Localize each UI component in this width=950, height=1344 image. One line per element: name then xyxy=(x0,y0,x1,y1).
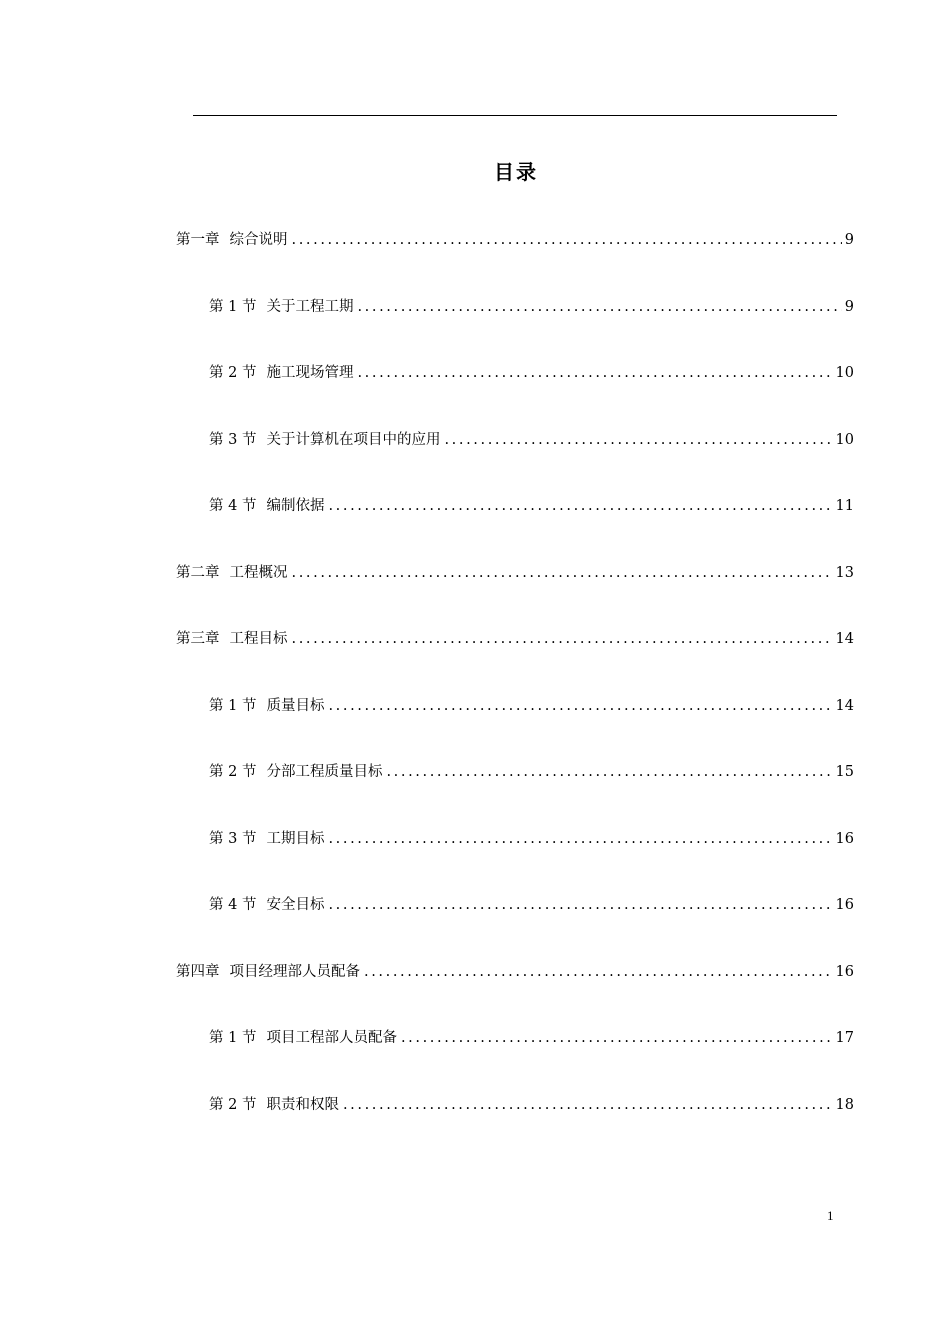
toc-entry-number: 第二章 xyxy=(176,565,220,581)
toc-entry-number: 第 1 节 xyxy=(209,698,257,714)
toc-entry-number: 第 2 节 xyxy=(209,764,257,780)
toc-entry-number: 第四章 xyxy=(176,964,220,980)
toc-entry-page: 10 xyxy=(835,365,854,381)
toc-entry-title: 关于计算机在项目中的应用 xyxy=(266,432,441,448)
toc-entry-label xyxy=(209,297,353,317)
toc-entry-label xyxy=(176,629,288,649)
toc-entry[interactable] xyxy=(209,297,854,317)
toc-entry[interactable] xyxy=(176,962,854,982)
toc-entry-page: 15 xyxy=(835,764,854,780)
dot-leader xyxy=(444,430,832,450)
toc-entry-label xyxy=(209,363,353,383)
toc-entry-number: 第三章 xyxy=(176,631,220,647)
toc-entry[interactable] xyxy=(176,230,854,250)
dot-leader xyxy=(328,496,832,516)
dot-leader xyxy=(328,895,832,915)
page-title: 目录 xyxy=(494,160,538,184)
toc-entry-title: 分部工程质量目标 xyxy=(266,764,383,780)
toc-entry-page: 14 xyxy=(835,698,854,714)
toc-entry[interactable] xyxy=(209,829,854,849)
dot-leader xyxy=(401,1028,833,1048)
toc-entry[interactable] xyxy=(209,1028,854,1048)
toc-entry-number: 第一章 xyxy=(176,232,220,248)
toc-entry-label xyxy=(176,962,360,982)
toc-entry[interactable] xyxy=(209,496,854,516)
toc-entry-title: 工程概况 xyxy=(229,565,288,581)
toc-entry[interactable] xyxy=(209,696,854,716)
toc-entry-label xyxy=(176,230,288,250)
toc-entry-label xyxy=(209,1095,339,1115)
toc-entry-label xyxy=(209,1028,397,1048)
toc-entry-page: 13 xyxy=(835,565,854,581)
toc-entry-title: 关于工程工期 xyxy=(266,299,354,315)
toc-entry-title: 工期目标 xyxy=(266,831,325,847)
toc-entry[interactable] xyxy=(176,563,854,583)
page-number: 1 xyxy=(827,1208,834,1223)
toc-entry-label xyxy=(209,829,324,849)
toc-entry-label xyxy=(209,762,382,782)
toc-entry-label xyxy=(209,895,324,915)
toc-entry-number: 第 1 节 xyxy=(209,299,257,315)
toc-entry-title: 编制依据 xyxy=(266,498,325,514)
dot-leader xyxy=(357,297,841,317)
dot-leader xyxy=(328,829,832,849)
dot-leader xyxy=(292,230,842,250)
toc-entry-label xyxy=(176,563,288,583)
toc-entry-page: 9 xyxy=(844,232,854,248)
toc-entry-page: 10 xyxy=(835,432,854,448)
toc-entry-page: 16 xyxy=(835,964,854,980)
dot-leader xyxy=(357,363,832,383)
toc-entry[interactable] xyxy=(176,629,854,649)
toc-entry-title: 项目经理部人员配备 xyxy=(229,964,360,980)
dot-leader xyxy=(328,696,832,716)
toc-entry-number: 第 4 节 xyxy=(209,897,257,913)
toc-entry[interactable] xyxy=(209,1095,854,1115)
toc-entry-number: 第 2 节 xyxy=(209,1097,257,1113)
toc-entry-page: 16 xyxy=(835,897,854,913)
toc-entry-title: 质量目标 xyxy=(266,698,325,714)
toc-entry[interactable] xyxy=(209,430,854,450)
toc-entry[interactable] xyxy=(209,363,854,383)
toc-entry-page: 9 xyxy=(844,299,854,315)
toc-entry-title: 项目工程部人员配备 xyxy=(266,1030,397,1046)
toc-entry-number: 第 1 节 xyxy=(209,1030,257,1046)
toc-entry[interactable] xyxy=(209,895,854,915)
toc-entry-page: 17 xyxy=(835,1030,854,1046)
toc-entry-title: 工程目标 xyxy=(229,631,288,647)
toc-entry-label xyxy=(209,430,440,450)
toc-entry-title: 职责和权限 xyxy=(266,1097,339,1113)
toc-entry-title: 施工现场管理 xyxy=(266,365,354,381)
toc-entry-title: 安全目标 xyxy=(266,897,325,913)
dot-leader xyxy=(386,762,832,782)
toc-entry-page: 16 xyxy=(835,831,854,847)
toc-entry-number: 第 4 节 xyxy=(209,498,257,514)
toc-entry-page: 11 xyxy=(835,498,854,514)
dot-leader xyxy=(343,1095,833,1115)
dot-leader xyxy=(364,962,833,982)
dot-leader xyxy=(292,629,833,649)
toc-entry-number: 第 3 节 xyxy=(209,432,257,448)
toc-entry-page: 18 xyxy=(835,1097,854,1113)
dot-leader xyxy=(292,563,833,583)
toc-entry-label xyxy=(209,496,324,516)
toc-entry-page: 14 xyxy=(835,631,854,647)
toc-entry-title: 综合说明 xyxy=(229,232,288,248)
toc-entry[interactable] xyxy=(209,762,854,782)
toc-entry-label xyxy=(209,696,324,716)
toc-entry-number: 第 3 节 xyxy=(209,831,257,847)
toc-entry-number: 第 2 节 xyxy=(209,365,257,381)
